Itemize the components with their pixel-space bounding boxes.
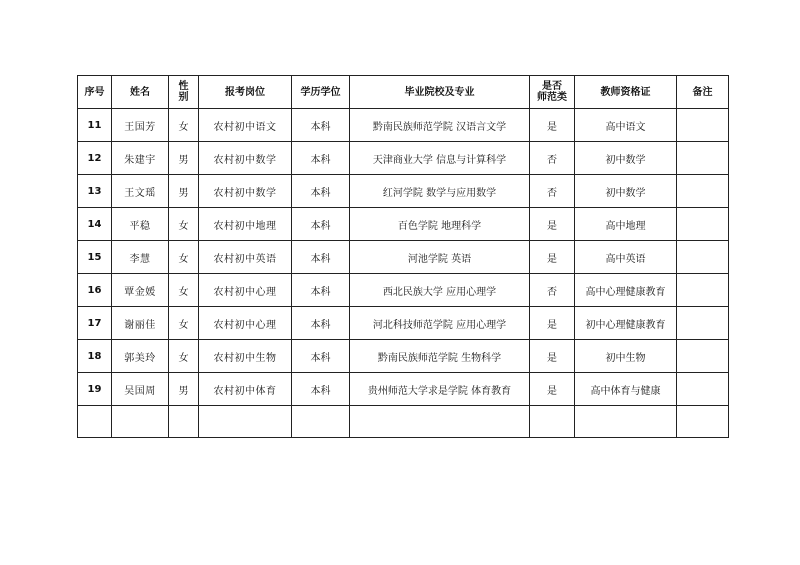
cell-no: 13 <box>78 175 112 208</box>
cell-gender: 女 <box>169 307 199 340</box>
cell-gender: 男 <box>169 373 199 406</box>
cell-cert: 高中心理健康教育 <box>575 274 677 307</box>
cell-remark <box>677 241 729 274</box>
cell-school-major: 红河学院 数学与应用数学 <box>350 175 530 208</box>
cell-degree: 本科 <box>292 274 350 307</box>
header-gender: 性别 <box>169 76 199 109</box>
cell-normal-school: 是 <box>530 241 575 274</box>
header-position: 报考岗位 <box>199 76 292 109</box>
cell-normal-school: 是 <box>530 340 575 373</box>
cell-gender: 女 <box>169 274 199 307</box>
roster-body <box>78 109 729 438</box>
cell-position-empty <box>199 406 292 438</box>
cell-degree: 本科 <box>292 241 350 274</box>
cell-cert: 高中体育与健康 <box>575 373 677 406</box>
cell-normal-school: 是 <box>530 208 575 241</box>
cell-no: 11 <box>78 109 112 142</box>
table-row <box>78 109 729 142</box>
header-remark: 备注 <box>677 76 729 109</box>
header-normal-school <box>530 76 575 109</box>
cell-name: 吴国周 <box>112 373 169 406</box>
cell-school-major: 百色学院 地理科学 <box>350 208 530 241</box>
table-row <box>78 208 729 241</box>
cell-school-major: 黔南民族师范学院 汉语言文学 <box>350 109 530 142</box>
cell-gender: 女 <box>169 340 199 373</box>
cell-normal-school: 是 <box>530 373 575 406</box>
header-row <box>78 76 729 109</box>
cell-no-empty <box>78 406 112 438</box>
table-row <box>78 373 729 406</box>
table-row <box>78 175 729 208</box>
header-normal-line1: 是否 <box>542 81 562 92</box>
cell-degree: 本科 <box>292 208 350 241</box>
cell-name: 朱建宇 <box>112 142 169 175</box>
cell-normal-school: 否 <box>530 274 575 307</box>
cell-normal-school-empty <box>530 406 575 438</box>
cell-name: 平稳 <box>112 208 169 241</box>
cell-normal-school: 是 <box>530 307 575 340</box>
cell-school-major: 河池学院 英语 <box>350 241 530 274</box>
cell-name: 李慧 <box>112 241 169 274</box>
cell-cert: 高中语文 <box>575 109 677 142</box>
table-row <box>78 307 729 340</box>
cell-no: 12 <box>78 142 112 175</box>
cell-degree: 本科 <box>292 109 350 142</box>
cell-name: 王国芳 <box>112 109 169 142</box>
cell-no: 17 <box>78 307 112 340</box>
cell-no: 14 <box>78 208 112 241</box>
cell-position: 农村初中英语 <box>199 241 292 274</box>
header-no: 序号 <box>78 76 112 109</box>
cell-position: 农村初中数学 <box>199 142 292 175</box>
cell-remark <box>677 274 729 307</box>
cell-cert: 初中数学 <box>575 175 677 208</box>
header-name: 姓名 <box>112 76 169 109</box>
table-row <box>78 241 729 274</box>
cell-no: 16 <box>78 274 112 307</box>
cell-gender: 男 <box>169 175 199 208</box>
cell-cert: 高中地理 <box>575 208 677 241</box>
cell-degree: 本科 <box>292 373 350 406</box>
cell-name-empty <box>112 406 169 438</box>
cell-degree: 本科 <box>292 175 350 208</box>
cell-remark <box>677 307 729 340</box>
cell-position: 农村初中地理 <box>199 208 292 241</box>
cell-degree: 本科 <box>292 340 350 373</box>
cell-remark <box>677 142 729 175</box>
cell-name: 郭美玲 <box>112 340 169 373</box>
cell-school-major-empty <box>350 406 530 438</box>
cell-remark <box>677 373 729 406</box>
teacher-roster-table <box>77 75 729 438</box>
cell-gender-empty <box>169 406 199 438</box>
table-row <box>78 274 729 307</box>
cell-degree: 本科 <box>292 307 350 340</box>
cell-remark <box>677 340 729 373</box>
cell-no: 15 <box>78 241 112 274</box>
cell-gender: 男 <box>169 142 199 175</box>
table-row <box>78 340 729 373</box>
cell-remark <box>677 175 729 208</box>
cell-school-major: 贵州师范大学求是学院 体育教育 <box>350 373 530 406</box>
cell-no: 18 <box>78 340 112 373</box>
cell-remark <box>677 208 729 241</box>
cell-gender: 女 <box>169 109 199 142</box>
cell-degree-empty <box>292 406 350 438</box>
cell-cert: 初中数学 <box>575 142 677 175</box>
cell-cert: 初中心理健康教育 <box>575 307 677 340</box>
cell-cert-empty <box>575 406 677 438</box>
cell-name: 王文瑶 <box>112 175 169 208</box>
cell-school-major: 天津商业大学 信息与计算科学 <box>350 142 530 175</box>
cell-school-major: 西北民族大学 应用心理学 <box>350 274 530 307</box>
cell-position: 农村初中心理 <box>199 274 292 307</box>
cell-school-major: 黔南民族师范学院 生物科学 <box>350 340 530 373</box>
cell-normal-school: 否 <box>530 175 575 208</box>
cell-normal-school: 是 <box>530 109 575 142</box>
header-degree: 学历学位 <box>292 76 350 109</box>
cell-cert: 高中英语 <box>575 241 677 274</box>
cell-normal-school: 否 <box>530 142 575 175</box>
header-school-major: 毕业院校及专业 <box>350 76 530 109</box>
cell-position: 农村初中语文 <box>199 109 292 142</box>
cell-position: 农村初中数学 <box>199 175 292 208</box>
empty-table-row <box>78 406 729 438</box>
cell-no: 19 <box>78 373 112 406</box>
table-row <box>78 142 729 175</box>
cell-gender: 女 <box>169 208 199 241</box>
header-cert: 教师资格证 <box>575 76 677 109</box>
cell-remark <box>677 109 729 142</box>
cell-remark-empty <box>677 406 729 438</box>
cell-name: 覃金媛 <box>112 274 169 307</box>
cell-gender: 女 <box>169 241 199 274</box>
header-normal-line2: 师范类 <box>537 92 567 103</box>
cell-position: 农村初中生物 <box>199 340 292 373</box>
cell-position: 农村初中心理 <box>199 307 292 340</box>
cell-cert: 初中生物 <box>575 340 677 373</box>
cell-degree: 本科 <box>292 142 350 175</box>
cell-name: 谢丽佳 <box>112 307 169 340</box>
cell-position: 农村初中体育 <box>199 373 292 406</box>
cell-school-major: 河北科技师范学院 应用心理学 <box>350 307 530 340</box>
